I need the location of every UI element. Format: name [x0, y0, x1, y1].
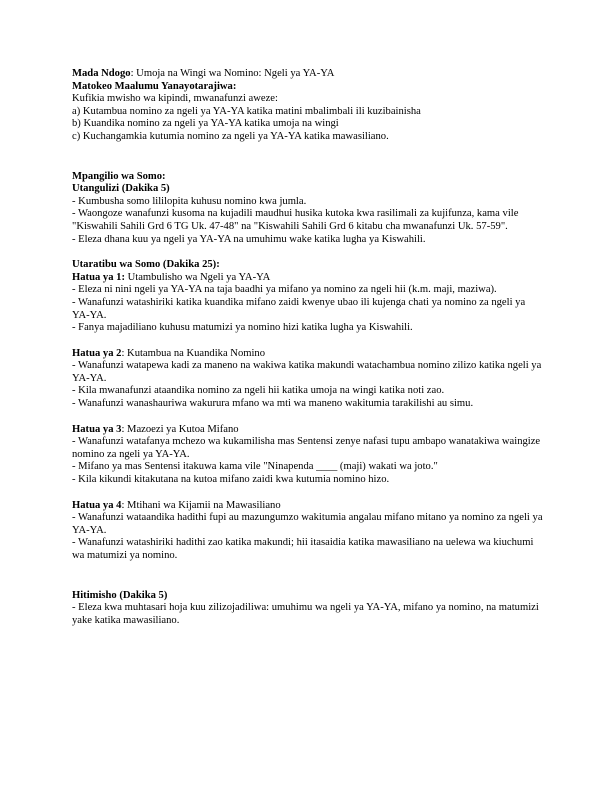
step-label: Hatua ya 2 [72, 347, 122, 359]
procedure-heading: Utaratibu wa Somo (Dakika 25): [72, 259, 220, 271]
step-label: Hatua ya 4 [72, 499, 122, 511]
step-bullet: - Wanafunzi watashiriki hadithi zao katika makundi; hii itasaidia katika mawasiliano na uelewa wa kiuchumi wa matumizi ya nomino. [72, 537, 534, 561]
step-bullet: - Wanafunzi wanashauriwa wakurura mfano wa mti wa maneno wakitumia tarakilishi au simu. [72, 398, 474, 410]
topic-line: Mada Ndogo: Umoja na Wingi wa Nomino: Ngeli ya YA-YA [72, 68, 335, 79]
step-title-text: : Mtihani wa Kijamii na Mawasiliano [121, 499, 281, 511]
step-bullet: - Fanya majadiliano kuhusu matumizi ya nomino hizi katika lugha ya Kiswahili. [72, 322, 413, 334]
step-label: Hatua ya 1: [72, 271, 125, 283]
step-title [72, 348, 544, 361]
lesson-plan-page [72, 68, 544, 627]
step-label: Hatua ya 3 [72, 423, 122, 435]
step-bullet: - Wanafunzi wataandika hadithi fupi au mazungumzo wakitumia angalau mifano mitano ya nomino za ngeli ya YA-YA. [72, 512, 543, 536]
conclusion-heading: Hitimisho (Dakika 5) [72, 589, 168, 601]
step-bullet: - Wanafunzi watapewa kadi za maneno na wakiwa katika makundi watachambua nomino zilizo katika ngeli ya YA-YA. [72, 360, 542, 384]
step-title-text: : Mazoezi ya Kutoa Mifano [121, 423, 239, 435]
step-title [72, 272, 544, 285]
lesson-structure-heading: Mpangilio wa Somo: [72, 170, 166, 182]
objective-item: b) Kuandika nomino za ngeli ya YA-YA katika umoja na wingi [72, 118, 339, 130]
step-bullet: - Mifano ya mas Sentensi itakuwa kama vile "Ninapenda ____ (maji) wakati wa joto." [72, 461, 438, 473]
step-bullet: - Kila kikundi kitakutana na kutoa mifano zaidi kwa kutumia nomino hizo. [72, 474, 390, 486]
step-title-text: Utambulisho wa Ngeli ya YA-YA [124, 271, 271, 283]
step-title-text: : Kutambua na Kuandika Nomino [121, 347, 266, 359]
step-bullet: - Eleza ni nini ngeli ya YA-YA na taja baadhi ya mifano ya nomino za ngeli hii (k.m. maji, maziwa). [72, 284, 497, 296]
step-bullet: - Kila mwanafunzi ataandika nomino za ngeli hii katika umoja na wingi katika noti zao. [72, 385, 445, 397]
intro-bullet: - Eleza dhana kuu ya ngeli ya YA-YA na umuhimu wake katika lugha ya Kiswahili. [72, 233, 426, 245]
introduction-heading: Utangulizi (Dakika 5) [72, 183, 170, 195]
intro-bullet: - Waongoze wanafunzi kusoma na kujadili maudhui husika kutoka kwa rasilimali za kujifunza, kama vile "Kiswahili Sahili Grd 6 TG Uk. 47-48" na "Kiswahili Sahili Grd 6 kitabu cha mwanafunzi Uk. 57-59". [72, 208, 519, 232]
topic-value: Umoja na Wingi wa Nomino: Ngeli ya YA-YA [136, 68, 335, 79]
objectives-intro: Kufikia mwisho wa kipindi, mwanafunzi aweze: [72, 93, 278, 105]
step-bullet: - Wanafunzi watashiriki katika kuandika mifano zaidi kwenye ubao ili kujenga chati ya nomino za ngeli ya YA-YA. [72, 296, 526, 321]
step-bullet: - Wanafunzi watafanya mchezo wa kukamilisha mas Sentensi zenye nafasi tupu ambapo wanatakiwa waingize nomino za ngeli ya YA-YA. [72, 436, 541, 460]
intro-bullet: - Kumbusha somo lililopita kuhusu nomino kwa jumla. [72, 195, 307, 207]
objective-item: c) Kuchangamkia kutumia nomino za ngeli ya YA-YA katika mawasiliano. [72, 130, 389, 142]
objectives-heading: Matokeo Maalumu Yanayotarajiwa: [72, 80, 237, 92]
conclusion-bullet: - Eleza kwa muhtasari hoja kuu zilizojadiliwa: umuhimu wa ngeli ya YA-YA, mifano ya nomino, na matumizi yake katika mawasiliano. [72, 602, 539, 626]
step-title [72, 500, 544, 513]
objective-item: a) Kutambua nomino za ngeli ya YA-YA katika matini mbalimbali ili kuzibainisha [72, 105, 421, 117]
step-title [72, 424, 544, 437]
topic-label: Mada Ndogo [72, 68, 131, 79]
